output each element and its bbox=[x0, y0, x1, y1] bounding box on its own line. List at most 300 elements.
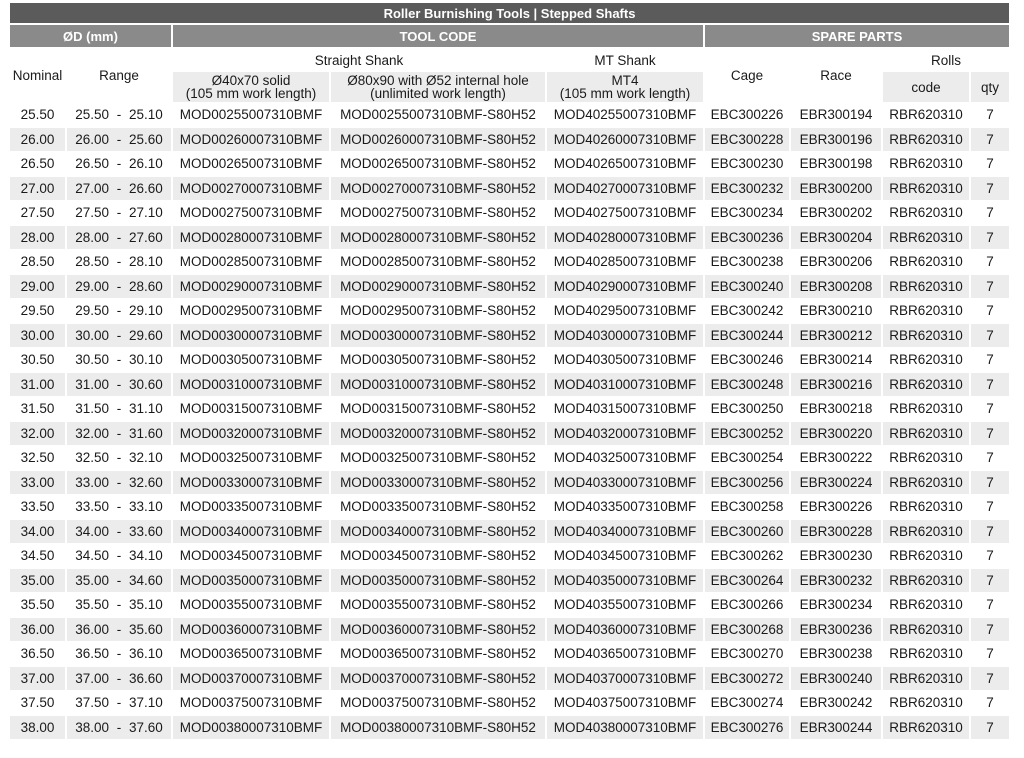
cell-hole-shank-code: MOD00360007310BMF-S80H52 bbox=[330, 617, 546, 642]
cell-cage-code: EBC300270 bbox=[704, 642, 790, 667]
header-mt-shank: MT Shank bbox=[546, 48, 704, 72]
cell-mt-shank-code: MOD40330007310BMF bbox=[546, 470, 704, 495]
cell-race-code: EBR300218 bbox=[790, 397, 882, 422]
cell-roll-code: RBR620310 bbox=[882, 642, 970, 667]
cell-cage-code: EBC300266 bbox=[704, 593, 790, 618]
range-separator: - bbox=[116, 646, 122, 662]
range-from: 36.00 bbox=[75, 621, 109, 637]
range-to: 32.10 bbox=[129, 450, 163, 466]
header-solid-line2: (105 mm work length) bbox=[185, 86, 317, 101]
cell-mt-shank-code: MOD40300007310BMF bbox=[546, 323, 704, 348]
cell-nominal: 34.00 bbox=[10, 519, 66, 544]
cell-hole-shank-code: MOD00345007310BMF-S80H52 bbox=[330, 544, 546, 569]
table-row bbox=[10, 348, 1010, 373]
cell-race-code: EBR300200 bbox=[790, 176, 882, 201]
cell-mt-shank-code: MOD40295007310BMF bbox=[546, 299, 704, 324]
cell-hole-shank-code: MOD00275007310BMF-S80H52 bbox=[330, 201, 546, 226]
cell-solid-shank-code: MOD00270007310BMF bbox=[172, 176, 330, 201]
cell-hole-shank-code: MOD00350007310BMF-S80H52 bbox=[330, 568, 546, 593]
cell-cage-code: EBC300274 bbox=[704, 691, 790, 716]
range-separator: - bbox=[116, 327, 122, 343]
range-separator: - bbox=[116, 376, 122, 392]
cell-hole-shank-code: MOD00320007310BMF-S80H52 bbox=[330, 421, 546, 446]
range-from: 27.50 bbox=[75, 205, 109, 221]
header-hole-line1: Ø80x90 with Ø52 internal hole bbox=[347, 73, 529, 88]
table-row bbox=[10, 642, 1010, 667]
table-row bbox=[10, 250, 1010, 275]
cell-range bbox=[66, 421, 172, 446]
cell-range bbox=[66, 250, 172, 275]
cell-race-code: EBR300232 bbox=[790, 568, 882, 593]
range-to: 30.60 bbox=[129, 376, 163, 392]
cell-range bbox=[66, 274, 172, 299]
cell-nominal: 27.00 bbox=[10, 176, 66, 201]
range-from: 38.00 bbox=[75, 719, 109, 735]
range-from: 34.50 bbox=[75, 548, 109, 564]
range-from: 31.00 bbox=[75, 376, 109, 392]
cell-nominal: 31.50 bbox=[10, 397, 66, 422]
header-cage: Cage bbox=[704, 48, 790, 103]
range-separator: - bbox=[116, 107, 122, 123]
range-from: 25.50 bbox=[75, 107, 109, 123]
range-separator: - bbox=[116, 254, 122, 270]
cell-cage-code: EBC300254 bbox=[704, 446, 790, 471]
cell-range bbox=[66, 299, 172, 324]
cell-nominal: 35.00 bbox=[10, 568, 66, 593]
range-from: 29.50 bbox=[75, 303, 109, 319]
cell-hole-shank-code: MOD00300007310BMF-S80H52 bbox=[330, 323, 546, 348]
cell-nominal: 32.50 bbox=[10, 446, 66, 471]
cell-nominal: 30.50 bbox=[10, 348, 66, 373]
range-to: 35.60 bbox=[129, 621, 163, 637]
cell-roll-qty: 7 bbox=[970, 397, 1010, 422]
cell-race-code: EBR300238 bbox=[790, 642, 882, 667]
cell-range bbox=[66, 176, 172, 201]
cell-race-code: EBR300220 bbox=[790, 421, 882, 446]
cell-range bbox=[66, 666, 172, 691]
cell-roll-qty: 7 bbox=[970, 593, 1010, 618]
cell-cage-code: EBC300256 bbox=[704, 470, 790, 495]
range-separator: - bbox=[116, 548, 122, 564]
cell-mt-shank-code: MOD40370007310BMF bbox=[546, 666, 704, 691]
cell-solid-shank-code: MOD00290007310BMF bbox=[172, 274, 330, 299]
range-separator: - bbox=[116, 352, 122, 368]
group-header-diameter: ØD (mm) bbox=[10, 24, 172, 48]
range-to: 37.60 bbox=[129, 719, 163, 735]
range-to: 30.10 bbox=[129, 352, 163, 368]
cell-solid-shank-code: MOD00330007310BMF bbox=[172, 470, 330, 495]
header-mt4 bbox=[546, 72, 704, 103]
range-separator: - bbox=[116, 401, 122, 417]
cell-mt-shank-code: MOD40255007310BMF bbox=[546, 103, 704, 128]
cell-nominal: 26.50 bbox=[10, 152, 66, 177]
product-table-container bbox=[10, 3, 1010, 740]
header-hole-line2: (unlimited work length) bbox=[370, 86, 506, 101]
cell-race-code: EBR300206 bbox=[790, 250, 882, 275]
cell-range bbox=[66, 201, 172, 226]
header-range: Range bbox=[66, 48, 172, 103]
table-row bbox=[10, 446, 1010, 471]
cell-hole-shank-code: MOD00370007310BMF-S80H52 bbox=[330, 666, 546, 691]
cell-solid-shank-code: MOD00380007310BMF bbox=[172, 715, 330, 740]
range-separator: - bbox=[116, 156, 122, 172]
cell-nominal: 31.00 bbox=[10, 372, 66, 397]
cell-cage-code: EBC300264 bbox=[704, 568, 790, 593]
range-to: 29.60 bbox=[129, 327, 163, 343]
header-hole-shank bbox=[330, 72, 546, 103]
table-row bbox=[10, 617, 1010, 642]
cell-cage-code: EBC300238 bbox=[704, 250, 790, 275]
range-to: 36.60 bbox=[129, 670, 163, 686]
cell-roll-code: RBR620310 bbox=[882, 715, 970, 740]
cell-roll-qty: 7 bbox=[970, 544, 1010, 569]
cell-mt-shank-code: MOD40285007310BMF bbox=[546, 250, 704, 275]
cell-mt-shank-code: MOD40315007310BMF bbox=[546, 397, 704, 422]
cell-cage-code: EBC300260 bbox=[704, 519, 790, 544]
cell-solid-shank-code: MOD00360007310BMF bbox=[172, 617, 330, 642]
group-header-spare-parts: SPARE PARTS bbox=[704, 24, 1010, 48]
cell-nominal: 36.00 bbox=[10, 617, 66, 642]
cell-roll-qty: 7 bbox=[970, 127, 1010, 152]
range-separator: - bbox=[116, 303, 122, 319]
cell-roll-qty: 7 bbox=[970, 176, 1010, 201]
cell-roll-code: RBR620310 bbox=[882, 446, 970, 471]
cell-solid-shank-code: MOD00335007310BMF bbox=[172, 495, 330, 520]
cell-range bbox=[66, 470, 172, 495]
table-row bbox=[10, 568, 1010, 593]
cell-cage-code: EBC300276 bbox=[704, 715, 790, 740]
range-from: 35.00 bbox=[75, 572, 109, 588]
table-row bbox=[10, 201, 1010, 226]
cell-roll-code: RBR620310 bbox=[882, 103, 970, 128]
table-row bbox=[10, 470, 1010, 495]
range-separator: - bbox=[116, 572, 122, 588]
cell-roll-qty: 7 bbox=[970, 348, 1010, 373]
cell-nominal: 28.00 bbox=[10, 225, 66, 250]
cell-cage-code: EBC300226 bbox=[704, 103, 790, 128]
cell-roll-code: RBR620310 bbox=[882, 397, 970, 422]
cell-roll-qty: 7 bbox=[970, 299, 1010, 324]
cell-mt-shank-code: MOD40380007310BMF bbox=[546, 715, 704, 740]
range-separator: - bbox=[116, 278, 122, 294]
range-from: 31.50 bbox=[75, 401, 109, 417]
range-from: 37.00 bbox=[75, 670, 109, 686]
range-separator: - bbox=[116, 425, 122, 441]
range-from: 33.50 bbox=[75, 499, 109, 515]
cell-cage-code: EBC300268 bbox=[704, 617, 790, 642]
cell-roll-code: RBR620310 bbox=[882, 617, 970, 642]
range-from: 28.00 bbox=[75, 229, 109, 245]
cell-race-code: EBR300236 bbox=[790, 617, 882, 642]
cell-range bbox=[66, 103, 172, 128]
table-row bbox=[10, 372, 1010, 397]
range-to: 26.10 bbox=[129, 156, 163, 172]
cell-mt-shank-code: MOD40325007310BMF bbox=[546, 446, 704, 471]
cell-race-code: EBR300210 bbox=[790, 299, 882, 324]
range-from: 33.00 bbox=[75, 474, 109, 490]
table-row bbox=[10, 544, 1010, 569]
range-from: 32.50 bbox=[75, 450, 109, 466]
cell-solid-shank-code: MOD00305007310BMF bbox=[172, 348, 330, 373]
cell-cage-code: EBC300262 bbox=[704, 544, 790, 569]
cell-hole-shank-code: MOD00280007310BMF-S80H52 bbox=[330, 225, 546, 250]
cell-roll-qty: 7 bbox=[970, 103, 1010, 128]
cell-hole-shank-code: MOD00355007310BMF-S80H52 bbox=[330, 593, 546, 618]
cell-roll-code: RBR620310 bbox=[882, 495, 970, 520]
cell-solid-shank-code: MOD00365007310BMF bbox=[172, 642, 330, 667]
cell-roll-code: RBR620310 bbox=[882, 323, 970, 348]
range-separator: - bbox=[116, 621, 122, 637]
range-separator: - bbox=[116, 450, 122, 466]
cell-cage-code: EBC300240 bbox=[704, 274, 790, 299]
header-roll-code: code bbox=[882, 72, 970, 103]
cell-mt-shank-code: MOD40360007310BMF bbox=[546, 617, 704, 642]
cell-nominal: 29.00 bbox=[10, 274, 66, 299]
range-from: 32.00 bbox=[75, 425, 109, 441]
cell-range bbox=[66, 617, 172, 642]
cell-hole-shank-code: MOD00340007310BMF-S80H52 bbox=[330, 519, 546, 544]
cell-range bbox=[66, 348, 172, 373]
range-from: 30.00 bbox=[75, 327, 109, 343]
cell-roll-code: RBR620310 bbox=[882, 544, 970, 569]
range-separator: - bbox=[116, 180, 122, 196]
cell-hole-shank-code: MOD00255007310BMF-S80H52 bbox=[330, 103, 546, 128]
cell-solid-shank-code: MOD00370007310BMF bbox=[172, 666, 330, 691]
range-to: 32.60 bbox=[129, 474, 163, 490]
cell-roll-qty: 7 bbox=[970, 691, 1010, 716]
cell-hole-shank-code: MOD00365007310BMF-S80H52 bbox=[330, 642, 546, 667]
cell-hole-shank-code: MOD00325007310BMF-S80H52 bbox=[330, 446, 546, 471]
cell-cage-code: EBC300244 bbox=[704, 323, 790, 348]
cell-race-code: EBR300224 bbox=[790, 470, 882, 495]
product-table bbox=[10, 3, 1011, 740]
cell-roll-code: RBR620310 bbox=[882, 274, 970, 299]
cell-race-code: EBR300198 bbox=[790, 152, 882, 177]
cell-mt-shank-code: MOD40335007310BMF bbox=[546, 495, 704, 520]
cell-solid-shank-code: MOD00300007310BMF bbox=[172, 323, 330, 348]
cell-race-code: EBR300242 bbox=[790, 691, 882, 716]
table-row bbox=[10, 225, 1010, 250]
header-nominal: Nominal bbox=[10, 48, 66, 103]
range-from: 30.50 bbox=[75, 352, 109, 368]
range-to: 27.60 bbox=[129, 229, 163, 245]
table-row bbox=[10, 274, 1010, 299]
cell-solid-shank-code: MOD00295007310BMF bbox=[172, 299, 330, 324]
cell-roll-qty: 7 bbox=[970, 250, 1010, 275]
cell-nominal: 29.50 bbox=[10, 299, 66, 324]
range-to: 28.10 bbox=[129, 254, 163, 270]
cell-race-code: EBR300214 bbox=[790, 348, 882, 373]
range-from: 37.50 bbox=[75, 695, 109, 711]
cell-range bbox=[66, 691, 172, 716]
cell-race-code: EBR300202 bbox=[790, 201, 882, 226]
cell-roll-code: RBR620310 bbox=[882, 152, 970, 177]
cell-range bbox=[66, 495, 172, 520]
cell-solid-shank-code: MOD00340007310BMF bbox=[172, 519, 330, 544]
cell-cage-code: EBC300250 bbox=[704, 397, 790, 422]
cell-range bbox=[66, 152, 172, 177]
cell-nominal: 35.50 bbox=[10, 593, 66, 618]
header-roll-qty: qty bbox=[970, 72, 1010, 103]
cell-roll-code: RBR620310 bbox=[882, 470, 970, 495]
range-from: 26.00 bbox=[75, 131, 109, 147]
cell-race-code: EBR300222 bbox=[790, 446, 882, 471]
cell-race-code: EBR300240 bbox=[790, 666, 882, 691]
cell-mt-shank-code: MOD40320007310BMF bbox=[546, 421, 704, 446]
cell-mt-shank-code: MOD40345007310BMF bbox=[546, 544, 704, 569]
cell-range bbox=[66, 544, 172, 569]
cell-solid-shank-code: MOD00325007310BMF bbox=[172, 446, 330, 471]
cell-roll-qty: 7 bbox=[970, 446, 1010, 471]
table-row bbox=[10, 299, 1010, 324]
range-separator: - bbox=[116, 597, 122, 613]
range-separator: - bbox=[116, 695, 122, 711]
table-row bbox=[10, 519, 1010, 544]
cell-solid-shank-code: MOD00315007310BMF bbox=[172, 397, 330, 422]
cell-nominal: 37.00 bbox=[10, 666, 66, 691]
cell-mt-shank-code: MOD40260007310BMF bbox=[546, 127, 704, 152]
cell-nominal: 38.00 bbox=[10, 715, 66, 740]
cell-roll-qty: 7 bbox=[970, 323, 1010, 348]
range-from: 27.00 bbox=[75, 180, 109, 196]
range-separator: - bbox=[116, 523, 122, 539]
cell-range bbox=[66, 446, 172, 471]
cell-solid-shank-code: MOD00275007310BMF bbox=[172, 201, 330, 226]
cell-range bbox=[66, 568, 172, 593]
header-mt4-line1: MT4 bbox=[611, 73, 639, 88]
cell-nominal: 26.00 bbox=[10, 127, 66, 152]
cell-hole-shank-code: MOD00265007310BMF-S80H52 bbox=[330, 152, 546, 177]
cell-mt-shank-code: MOD40365007310BMF bbox=[546, 642, 704, 667]
cell-roll-qty: 7 bbox=[970, 201, 1010, 226]
range-from: 34.00 bbox=[75, 523, 109, 539]
cell-range bbox=[66, 127, 172, 152]
cell-roll-code: RBR620310 bbox=[882, 348, 970, 373]
cell-race-code: EBR300204 bbox=[790, 225, 882, 250]
cell-nominal: 27.50 bbox=[10, 201, 66, 226]
cell-solid-shank-code: MOD00280007310BMF bbox=[172, 225, 330, 250]
cell-cage-code: EBC300258 bbox=[704, 495, 790, 520]
header-solid-shank bbox=[172, 72, 330, 103]
range-separator: - bbox=[116, 670, 122, 686]
cell-range bbox=[66, 715, 172, 740]
cell-mt-shank-code: MOD40350007310BMF bbox=[546, 568, 704, 593]
range-to: 35.10 bbox=[129, 597, 163, 613]
cell-solid-shank-code: MOD00350007310BMF bbox=[172, 568, 330, 593]
cell-solid-shank-code: MOD00345007310BMF bbox=[172, 544, 330, 569]
range-from: 35.50 bbox=[75, 597, 109, 613]
table-row bbox=[10, 715, 1010, 740]
header-solid-line1: Ø40x70 solid bbox=[211, 73, 291, 88]
range-to: 25.60 bbox=[129, 131, 163, 147]
cell-roll-qty: 7 bbox=[970, 642, 1010, 667]
cell-roll-code: RBR620310 bbox=[882, 372, 970, 397]
cell-solid-shank-code: MOD00265007310BMF bbox=[172, 152, 330, 177]
cell-range bbox=[66, 519, 172, 544]
table-body bbox=[10, 103, 1010, 740]
cell-nominal: 30.00 bbox=[10, 323, 66, 348]
cell-range bbox=[66, 323, 172, 348]
cell-mt-shank-code: MOD40275007310BMF bbox=[546, 201, 704, 226]
cell-range bbox=[66, 397, 172, 422]
table-title: Roller Burnishing Tools | Stepped Shafts bbox=[10, 3, 1010, 24]
cell-roll-code: RBR620310 bbox=[882, 250, 970, 275]
cell-cage-code: EBC300230 bbox=[704, 152, 790, 177]
cell-range bbox=[66, 642, 172, 667]
range-separator: - bbox=[116, 474, 122, 490]
range-from: 26.50 bbox=[75, 156, 109, 172]
cell-race-code: EBR300228 bbox=[790, 519, 882, 544]
cell-mt-shank-code: MOD40270007310BMF bbox=[546, 176, 704, 201]
cell-race-code: EBR300208 bbox=[790, 274, 882, 299]
range-from: 28.50 bbox=[75, 254, 109, 270]
cell-hole-shank-code: MOD00290007310BMF-S80H52 bbox=[330, 274, 546, 299]
range-to: 37.10 bbox=[129, 695, 163, 711]
cell-roll-code: RBR620310 bbox=[882, 225, 970, 250]
cell-race-code: EBR300212 bbox=[790, 323, 882, 348]
cell-roll-qty: 7 bbox=[970, 715, 1010, 740]
cell-hole-shank-code: MOD00285007310BMF-S80H52 bbox=[330, 250, 546, 275]
cell-cage-code: EBC300252 bbox=[704, 421, 790, 446]
range-to: 36.10 bbox=[129, 646, 163, 662]
cell-roll-code: RBR620310 bbox=[882, 201, 970, 226]
cell-solid-shank-code: MOD00375007310BMF bbox=[172, 691, 330, 716]
cell-cage-code: EBC300272 bbox=[704, 666, 790, 691]
cell-hole-shank-code: MOD00330007310BMF-S80H52 bbox=[330, 470, 546, 495]
cell-race-code: EBR300234 bbox=[790, 593, 882, 618]
cell-roll-qty: 7 bbox=[970, 666, 1010, 691]
range-separator: - bbox=[116, 719, 122, 735]
range-to: 31.10 bbox=[129, 401, 163, 417]
range-to: 33.60 bbox=[129, 523, 163, 539]
cell-roll-qty: 7 bbox=[970, 617, 1010, 642]
cell-mt-shank-code: MOD40340007310BMF bbox=[546, 519, 704, 544]
cell-mt-shank-code: MOD40290007310BMF bbox=[546, 274, 704, 299]
cell-range bbox=[66, 225, 172, 250]
cell-cage-code: EBC300236 bbox=[704, 225, 790, 250]
header-rolls: Rolls bbox=[882, 48, 1010, 72]
range-from: 29.00 bbox=[75, 278, 109, 294]
cell-nominal: 33.00 bbox=[10, 470, 66, 495]
cell-solid-shank-code: MOD00285007310BMF bbox=[172, 250, 330, 275]
cell-race-code: EBR300230 bbox=[790, 544, 882, 569]
cell-race-code: EBR300226 bbox=[790, 495, 882, 520]
cell-hole-shank-code: MOD00315007310BMF-S80H52 bbox=[330, 397, 546, 422]
cell-hole-shank-code: MOD00295007310BMF-S80H52 bbox=[330, 299, 546, 324]
range-separator: - bbox=[116, 205, 122, 221]
table-row bbox=[10, 495, 1010, 520]
cell-mt-shank-code: MOD40355007310BMF bbox=[546, 593, 704, 618]
range-to: 26.60 bbox=[129, 180, 163, 196]
table-row bbox=[10, 666, 1010, 691]
cell-roll-qty: 7 bbox=[970, 568, 1010, 593]
cell-cage-code: EBC300246 bbox=[704, 348, 790, 373]
cell-hole-shank-code: MOD00310007310BMF-S80H52 bbox=[330, 372, 546, 397]
range-separator: - bbox=[116, 229, 122, 245]
cell-roll-code: RBR620310 bbox=[882, 691, 970, 716]
cell-nominal: 28.50 bbox=[10, 250, 66, 275]
header-mt4-line2: (105 mm work length) bbox=[559, 86, 691, 101]
cell-mt-shank-code: MOD40265007310BMF bbox=[546, 152, 704, 177]
cell-roll-qty: 7 bbox=[970, 274, 1010, 299]
cell-roll-code: RBR620310 bbox=[882, 519, 970, 544]
table-row bbox=[10, 127, 1010, 152]
table-row bbox=[10, 593, 1010, 618]
table-row bbox=[10, 152, 1010, 177]
cell-solid-shank-code: MOD00320007310BMF bbox=[172, 421, 330, 446]
cell-roll-qty: 7 bbox=[970, 372, 1010, 397]
cell-race-code: EBR300216 bbox=[790, 372, 882, 397]
